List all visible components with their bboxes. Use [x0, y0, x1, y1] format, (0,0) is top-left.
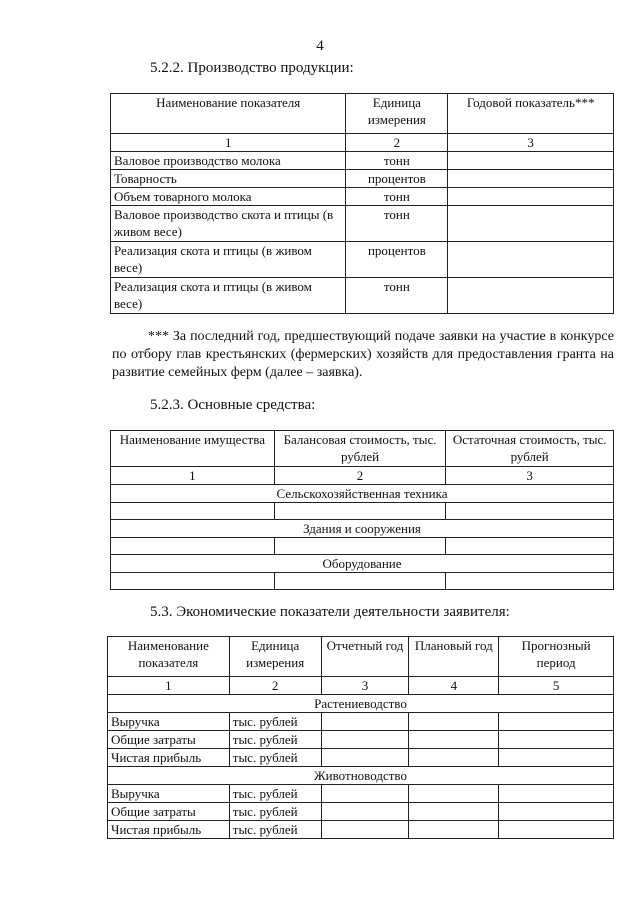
row-name: Общие затраты — [108, 803, 230, 821]
col-header-book-value: Балансовая стоимость, тыс. рублей — [274, 431, 446, 467]
row-name: Валовое производство молока — [111, 152, 346, 170]
col-header-indicator: Наименование показателя — [108, 637, 230, 677]
row-unit: тыс. рублей — [229, 731, 321, 749]
col-number: 4 — [409, 677, 499, 695]
row-name: Выручка — [108, 713, 230, 731]
col-header-planned-year: Плановый год — [409, 637, 499, 677]
col-number: 2 — [274, 467, 446, 485]
production-heading: 5.2.2. Производство продукции: — [150, 60, 354, 76]
table-row — [111, 188, 614, 206]
col-number: 2 — [229, 677, 321, 695]
col-header-unit: Единица измерения — [346, 94, 448, 134]
table-row — [108, 713, 614, 731]
col-header-asset: Наименование имущества — [111, 431, 275, 467]
row-unit: тонн — [346, 152, 448, 170]
row-name: Товарность — [111, 170, 346, 188]
row-value — [448, 206, 614, 242]
row-unit: тонн — [346, 206, 448, 242]
row-unit: тыс. рублей — [229, 713, 321, 731]
page-number: 4 — [316, 38, 324, 54]
economics-heading: 5.3. Экономические показатели деятельности заявителя: — [150, 604, 510, 620]
col-number: 1 — [108, 677, 230, 695]
table-row — [111, 242, 614, 278]
table-row — [108, 731, 614, 749]
row-unit: тонн — [346, 278, 448, 314]
table-row — [111, 152, 614, 170]
col-number: 1 — [111, 134, 346, 152]
col-number: 3 — [448, 134, 614, 152]
section-title: Здания и сооружения — [111, 520, 614, 538]
row-unit: тонн — [346, 188, 448, 206]
table-row — [108, 803, 614, 821]
table-row — [111, 573, 614, 590]
section-title: Растениеводство — [108, 695, 614, 713]
col-header-annual: Годовой показатель*** — [448, 94, 614, 134]
table-row — [108, 821, 614, 839]
row-value — [448, 188, 614, 206]
row-name: Реализация скота и птицы (в живом весе) — [111, 278, 346, 314]
col-number: 3 — [321, 677, 409, 695]
row-value — [448, 152, 614, 170]
table-row — [108, 749, 614, 767]
section-title: Сельскохозяйственная техника — [111, 485, 614, 503]
section-title: Животноводство — [108, 767, 614, 785]
row-name: Объем товарного молока — [111, 188, 346, 206]
row-value — [448, 170, 614, 188]
footnote-text: *** За последний год, предшествующий подаче заявки на участие в конкурсе по отбору глав крестьянских (фермерских) хозяйств для предоставления гранта на развитие семейных ферм (далее – заявка). — [112, 329, 614, 380]
col-header-unit: Единица измерения — [229, 637, 321, 677]
row-unit: тыс. рублей — [229, 803, 321, 821]
row-unit: процентов — [346, 242, 448, 278]
col-number: 1 — [111, 467, 275, 485]
economics-table — [107, 636, 614, 839]
col-header-reporting-year: Отчетный год — [321, 637, 409, 677]
col-number: 3 — [446, 467, 614, 485]
row-value — [448, 278, 614, 314]
footnote — [112, 328, 614, 382]
row-unit: тыс. рублей — [229, 785, 321, 803]
table-row — [108, 785, 614, 803]
row-name: Реализация скота и птицы (в живом весе) — [111, 242, 346, 278]
row-value — [448, 242, 614, 278]
table-row — [111, 278, 614, 314]
row-name: Общие затраты — [108, 731, 230, 749]
table-row — [111, 503, 614, 520]
row-name: Чистая прибыль — [108, 749, 230, 767]
col-number: 5 — [499, 677, 614, 695]
row-unit: тыс. рублей — [229, 749, 321, 767]
row-unit: процентов — [346, 170, 448, 188]
row-name: Выручка — [108, 785, 230, 803]
production-table — [110, 93, 614, 314]
row-unit: тыс. рублей — [229, 821, 321, 839]
row-name: Валовое производство скота и птицы (в живом весе) — [111, 206, 346, 242]
row-name: Чистая прибыль — [108, 821, 230, 839]
table-row — [111, 206, 614, 242]
section-title: Оборудование — [111, 555, 614, 573]
table-row — [111, 170, 614, 188]
col-header-residual-value: Остаточная стоимость, тыс. рублей — [446, 431, 614, 467]
fixed-assets-heading: 5.2.3. Основные средства: — [150, 397, 316, 413]
col-header-name: Наименование показателя — [111, 94, 346, 134]
col-header-forecast-period: Прогнозный период — [499, 637, 614, 677]
fixed-assets-table — [110, 430, 614, 590]
table-row — [111, 538, 614, 555]
col-number: 2 — [346, 134, 448, 152]
